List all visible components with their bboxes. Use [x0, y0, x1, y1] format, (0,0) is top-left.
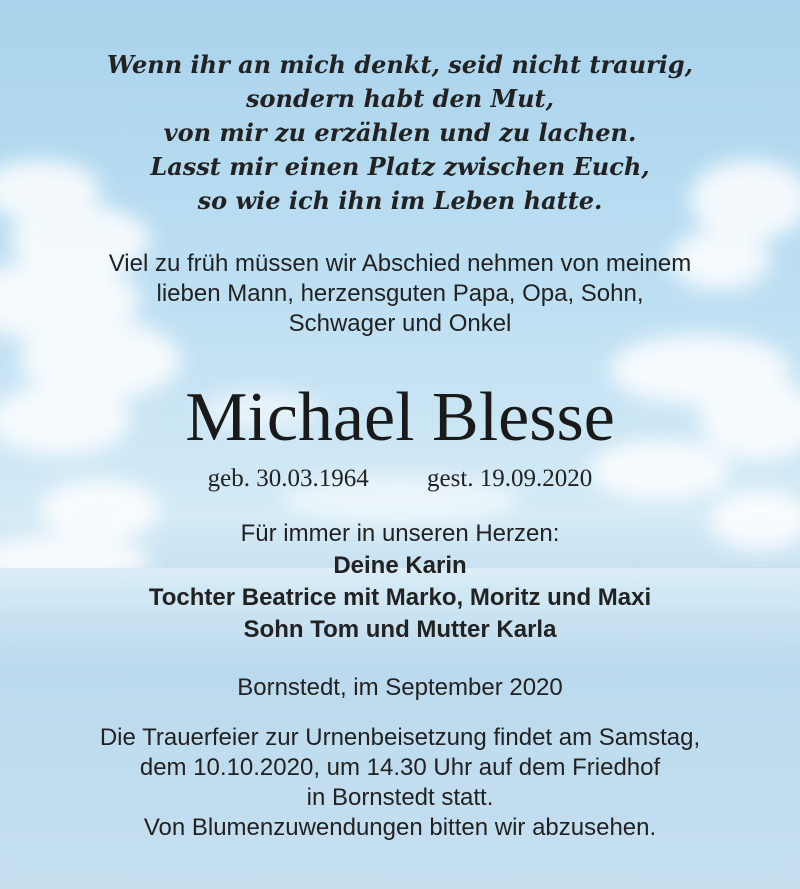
intro-line: Schwager und Onkel: [288, 310, 512, 337]
birth-date: geb. 30.03.1964: [207, 465, 369, 492]
ceremony-line: in Bornstedt statt.: [306, 784, 494, 811]
ceremony-notice: [0, 723, 800, 843]
mourner-line: Sohn Tom und Mutter Karla: [243, 616, 557, 643]
mourner-line: Deine Karin: [333, 552, 467, 579]
poem-line: von mir zu erzählen und zu lachen.: [163, 118, 637, 147]
poem-line: so wie ich ihn im Leben hatte.: [197, 186, 603, 215]
memorial-poem: [0, 48, 800, 218]
poem-line: sondern habt den Mut,: [245, 84, 554, 113]
intro-line: Viel zu früh müssen wir Abschied nehmen von meinem: [108, 250, 692, 277]
ceremony-line: Von Blumenzuwendungen bitten wir abzusehen.: [143, 814, 657, 841]
mourners-block: [0, 518, 800, 646]
death-date: gest. 19.09.2020: [427, 465, 593, 492]
life-dates: [0, 463, 800, 495]
poem-line: Wenn ihr an mich denkt, seid nicht traurig,: [106, 50, 694, 79]
poem-line: Lasst mir einen Platz zwischen Euch,: [150, 152, 650, 181]
intro-line: lieben Mann, herzensguten Papa, Opa, Sohn,: [156, 280, 644, 307]
deceased-name: Michael Blesse: [185, 379, 615, 456]
ceremony-line: dem 10.10.2020, um 14.30 Uhr auf dem Friedhof: [139, 754, 661, 781]
place-and-date: Bornstedt, im September 2020: [237, 674, 563, 701]
ceremony-line: Die Trauerfeier zur Urnenbeisetzung findet am Samstag,: [99, 724, 701, 751]
mourners-heading: Für immer in unseren Herzen:: [240, 520, 560, 547]
intro-text: [0, 249, 800, 339]
mourner-line: Tochter Beatrice mit Marko, Moritz und Maxi: [148, 584, 652, 611]
